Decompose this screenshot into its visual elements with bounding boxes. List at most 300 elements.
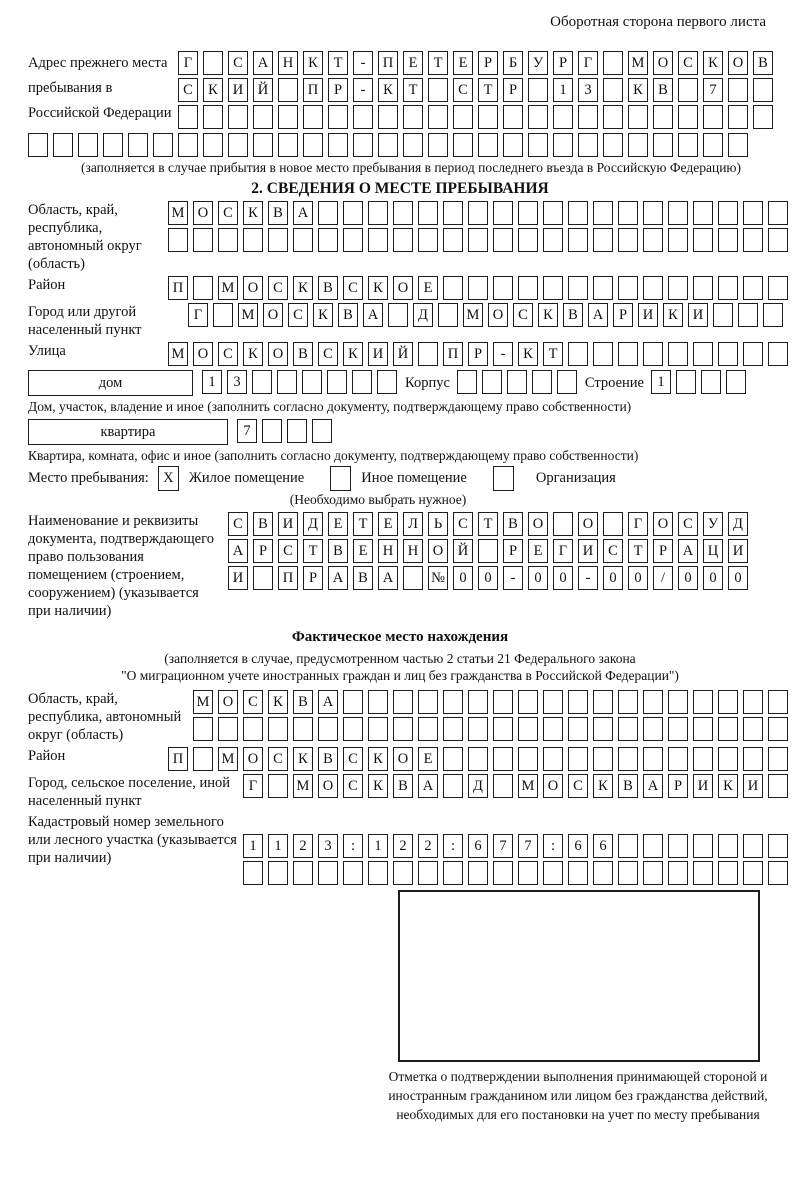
form-cell[interactable]: И [228, 78, 248, 102]
form-cell[interactable]: О [728, 51, 748, 75]
form-cell[interactable]: М [193, 690, 213, 714]
form-cell[interactable] [318, 861, 338, 885]
form-cell[interactable]: И [228, 566, 248, 590]
form-cell[interactable] [768, 861, 788, 885]
form-cell[interactable] [678, 133, 698, 157]
form-cell[interactable] [768, 747, 788, 771]
form-cell[interactable] [178, 133, 198, 157]
form-cell[interactable] [553, 133, 573, 157]
form-cell[interactable] [618, 201, 638, 225]
form-cell[interactable]: В [393, 774, 413, 798]
form-cell[interactable]: А [253, 51, 273, 75]
form-cell[interactable]: И [728, 539, 748, 563]
form-cell[interactable]: Г [553, 539, 573, 563]
form-cell[interactable] [213, 303, 233, 327]
form-cell[interactable] [253, 566, 273, 590]
form-cell[interactable] [443, 861, 463, 885]
form-cell[interactable] [253, 133, 273, 157]
form-cell[interactable] [468, 276, 488, 300]
form-cell[interactable] [277, 370, 297, 394]
form-cell[interactable] [703, 105, 723, 129]
form-cell[interactable] [543, 201, 563, 225]
form-cell[interactable] [593, 228, 613, 252]
form-cell[interactable]: Р [303, 566, 323, 590]
form-cell[interactable]: 0 [553, 566, 573, 590]
form-cell[interactable]: В [338, 303, 358, 327]
form-cell[interactable] [368, 861, 388, 885]
form-cell[interactable] [728, 78, 748, 102]
form-cell[interactable] [368, 717, 388, 741]
form-cell[interactable]: Т [353, 512, 373, 536]
form-cell[interactable]: 3 [578, 78, 598, 102]
form-cell[interactable] [643, 747, 663, 771]
form-cell[interactable]: Е [418, 747, 438, 771]
form-cell[interactable] [403, 566, 423, 590]
form-cell[interactable] [668, 717, 688, 741]
form-cell[interactable]: С [568, 774, 588, 798]
form-cell[interactable] [318, 717, 338, 741]
form-cell[interactable] [668, 228, 688, 252]
form-cell[interactable] [418, 690, 438, 714]
form-cell[interactable] [493, 276, 513, 300]
form-cell[interactable] [768, 342, 788, 366]
form-cell[interactable]: Е [328, 512, 348, 536]
checkbox-residential[interactable]: X [158, 466, 179, 491]
form-cell[interactable] [593, 276, 613, 300]
form-cell[interactable]: Т [403, 78, 423, 102]
form-cell[interactable]: А [588, 303, 608, 327]
form-cell[interactable] [343, 690, 363, 714]
form-cell[interactable] [493, 861, 513, 885]
form-cell[interactable]: И [688, 303, 708, 327]
form-cell[interactable] [377, 370, 397, 394]
checkbox-other-premises[interactable] [330, 466, 351, 491]
form-cell[interactable] [438, 303, 458, 327]
form-cell[interactable]: 0 [603, 566, 623, 590]
form-cell[interactable] [443, 747, 463, 771]
form-cell[interactable]: Ц [703, 539, 723, 563]
form-cell[interactable] [693, 228, 713, 252]
form-cell[interactable] [28, 133, 48, 157]
form-cell[interactable]: 3 [227, 370, 247, 394]
form-cell[interactable] [668, 276, 688, 300]
form-cell[interactable] [193, 276, 213, 300]
form-cell[interactable] [293, 228, 313, 252]
form-cell[interactable]: 2 [418, 834, 438, 858]
form-cell[interactable] [168, 228, 188, 252]
form-cell[interactable]: Н [403, 539, 423, 563]
form-cell[interactable]: Н [278, 51, 298, 75]
form-cell[interactable] [443, 774, 463, 798]
form-cell[interactable]: М [168, 201, 188, 225]
form-cell[interactable] [618, 228, 638, 252]
form-cell[interactable]: О [193, 342, 213, 366]
form-cell[interactable] [243, 717, 263, 741]
form-cell[interactable]: А [328, 566, 348, 590]
form-cell[interactable] [493, 690, 513, 714]
form-cell[interactable]: 7 [237, 419, 257, 443]
form-cell[interactable]: Т [303, 539, 323, 563]
form-cell[interactable]: А [678, 539, 698, 563]
form-cell[interactable] [478, 105, 498, 129]
form-cell[interactable] [603, 51, 623, 75]
form-cell[interactable] [618, 717, 638, 741]
form-cell[interactable]: К [518, 342, 538, 366]
form-cell[interactable] [543, 717, 563, 741]
form-cell[interactable]: 1 [268, 834, 288, 858]
form-cell[interactable]: М [463, 303, 483, 327]
form-cell[interactable] [482, 370, 502, 394]
form-cell[interactable] [503, 133, 523, 157]
form-cell[interactable]: К [313, 303, 333, 327]
form-cell[interactable] [343, 228, 363, 252]
form-cell[interactable]: О [318, 774, 338, 798]
form-cell[interactable] [328, 133, 348, 157]
form-cell[interactable] [593, 861, 613, 885]
form-cell[interactable]: С [343, 747, 363, 771]
form-cell[interactable] [268, 774, 288, 798]
form-cell[interactable] [312, 419, 332, 443]
form-cell[interactable] [453, 133, 473, 157]
form-cell[interactable]: П [443, 342, 463, 366]
form-cell[interactable]: 6 [468, 834, 488, 858]
form-cell[interactable] [701, 370, 721, 394]
form-cell[interactable] [693, 690, 713, 714]
form-cell[interactable] [593, 201, 613, 225]
form-cell[interactable] [393, 690, 413, 714]
form-cell[interactable]: В [753, 51, 773, 75]
form-cell[interactable] [743, 276, 763, 300]
form-cell[interactable]: О [653, 512, 673, 536]
form-cell[interactable]: К [268, 690, 288, 714]
form-cell[interactable] [518, 228, 538, 252]
form-cell[interactable]: 2 [393, 834, 413, 858]
form-cell[interactable]: О [543, 774, 563, 798]
form-cell[interactable]: Г [628, 512, 648, 536]
form-cell[interactable] [593, 717, 613, 741]
form-cell[interactable] [443, 201, 463, 225]
form-cell[interactable]: Й [453, 539, 473, 563]
form-cell[interactable] [768, 834, 788, 858]
form-cell[interactable]: М [238, 303, 258, 327]
form-cell[interactable]: О [243, 747, 263, 771]
form-cell[interactable]: - [503, 566, 523, 590]
form-cell[interactable]: 2 [293, 834, 313, 858]
form-cell[interactable] [418, 342, 438, 366]
form-cell[interactable] [428, 78, 448, 102]
form-cell[interactable] [593, 690, 613, 714]
form-cell[interactable] [532, 370, 552, 394]
form-cell[interactable] [768, 201, 788, 225]
form-cell[interactable] [287, 419, 307, 443]
form-cell[interactable] [568, 690, 588, 714]
form-cell[interactable]: 7 [518, 834, 538, 858]
form-cell[interactable] [218, 228, 238, 252]
form-cell[interactable] [593, 747, 613, 771]
form-cell[interactable] [728, 133, 748, 157]
form-cell[interactable] [493, 747, 513, 771]
form-cell[interactable] [713, 303, 733, 327]
form-cell[interactable] [643, 201, 663, 225]
form-cell[interactable]: О [428, 539, 448, 563]
form-cell[interactable] [718, 747, 738, 771]
form-cell[interactable]: Т [628, 539, 648, 563]
form-cell[interactable] [393, 228, 413, 252]
form-cell[interactable]: Л [403, 512, 423, 536]
form-cell[interactable]: К [303, 51, 323, 75]
form-cell[interactable]: 0 [728, 566, 748, 590]
form-cell[interactable]: В [618, 774, 638, 798]
form-cell[interactable] [768, 774, 788, 798]
form-cell[interactable]: - [493, 342, 513, 366]
form-cell[interactable]: : [443, 834, 463, 858]
form-cell[interactable] [557, 370, 577, 394]
form-cell[interactable] [303, 133, 323, 157]
form-cell[interactable] [553, 512, 573, 536]
form-cell[interactable] [718, 228, 738, 252]
checkbox-organization[interactable] [493, 466, 514, 491]
form-cell[interactable]: М [218, 747, 238, 771]
form-cell[interactable]: Д [468, 774, 488, 798]
form-cell[interactable]: 1 [553, 78, 573, 102]
form-cell[interactable] [668, 861, 688, 885]
form-cell[interactable]: Т [428, 51, 448, 75]
form-cell[interactable]: С [218, 201, 238, 225]
form-cell[interactable] [693, 342, 713, 366]
form-cell[interactable] [743, 201, 763, 225]
form-cell[interactable]: Й [393, 342, 413, 366]
form-cell[interactable]: С [603, 539, 623, 563]
form-cell[interactable]: О [393, 747, 413, 771]
form-cell[interactable] [653, 105, 673, 129]
form-cell[interactable] [418, 717, 438, 741]
form-cell[interactable]: С [453, 512, 473, 536]
form-cell[interactable] [568, 747, 588, 771]
form-cell[interactable]: О [218, 690, 238, 714]
form-cell[interactable]: / [653, 566, 673, 590]
form-cell[interactable]: Е [418, 276, 438, 300]
form-cell[interactable] [262, 419, 282, 443]
form-cell[interactable] [578, 105, 598, 129]
form-cell[interactable] [393, 201, 413, 225]
form-cell[interactable] [568, 276, 588, 300]
form-cell[interactable] [603, 512, 623, 536]
form-cell[interactable] [528, 133, 548, 157]
form-cell[interactable]: А [378, 566, 398, 590]
form-cell[interactable]: 0 [628, 566, 648, 590]
form-cell[interactable]: В [563, 303, 583, 327]
form-cell[interactable]: М [628, 51, 648, 75]
form-cell[interactable]: П [378, 51, 398, 75]
form-cell[interactable]: В [653, 78, 673, 102]
form-cell[interactable] [693, 276, 713, 300]
form-cell[interactable]: М [518, 774, 538, 798]
form-cell[interactable] [643, 342, 663, 366]
form-cell[interactable]: 1 [243, 834, 263, 858]
form-cell[interactable] [676, 370, 696, 394]
form-cell[interactable]: В [293, 342, 313, 366]
form-cell[interactable] [53, 133, 73, 157]
form-cell[interactable] [743, 747, 763, 771]
form-cell[interactable]: Р [613, 303, 633, 327]
form-cell[interactable] [193, 228, 213, 252]
form-cell[interactable] [643, 228, 663, 252]
form-cell[interactable]: Е [403, 51, 423, 75]
form-cell[interactable]: А [418, 774, 438, 798]
form-cell[interactable] [388, 303, 408, 327]
form-cell[interactable]: К [663, 303, 683, 327]
form-cell[interactable]: В [253, 512, 273, 536]
form-cell[interactable] [303, 105, 323, 129]
form-cell[interactable] [668, 834, 688, 858]
form-cell[interactable]: Р [253, 539, 273, 563]
form-cell[interactable] [603, 105, 623, 129]
form-cell[interactable] [543, 747, 563, 771]
form-cell[interactable] [457, 370, 477, 394]
form-cell[interactable] [543, 228, 563, 252]
form-cell[interactable] [693, 201, 713, 225]
form-cell[interactable] [428, 105, 448, 129]
form-cell[interactable]: С [268, 747, 288, 771]
form-cell[interactable] [128, 133, 148, 157]
form-cell[interactable] [768, 228, 788, 252]
form-cell[interactable]: В [268, 201, 288, 225]
form-cell[interactable] [343, 861, 363, 885]
form-cell[interactable] [738, 303, 758, 327]
form-cell[interactable] [718, 201, 738, 225]
form-cell[interactable] [403, 105, 423, 129]
form-cell[interactable]: Е [378, 512, 398, 536]
form-cell[interactable] [578, 133, 598, 157]
form-cell[interactable]: С [678, 51, 698, 75]
form-cell[interactable] [493, 228, 513, 252]
form-cell[interactable] [628, 133, 648, 157]
form-cell[interactable] [743, 228, 763, 252]
form-cell[interactable]: 7 [703, 78, 723, 102]
form-cell[interactable] [302, 370, 322, 394]
form-cell[interactable] [293, 861, 313, 885]
form-cell[interactable] [328, 105, 348, 129]
form-cell[interactable] [568, 717, 588, 741]
form-cell[interactable]: Д [303, 512, 323, 536]
form-cell[interactable] [518, 201, 538, 225]
form-cell[interactable] [443, 717, 463, 741]
form-cell[interactable] [468, 690, 488, 714]
form-cell[interactable]: С [278, 539, 298, 563]
form-cell[interactable] [468, 861, 488, 885]
form-cell[interactable]: С [218, 342, 238, 366]
form-cell[interactable] [418, 228, 438, 252]
form-cell[interactable] [518, 747, 538, 771]
form-cell[interactable] [478, 539, 498, 563]
form-cell[interactable]: О [653, 51, 673, 75]
form-cell[interactable]: П [168, 276, 188, 300]
form-cell[interactable] [278, 78, 298, 102]
form-cell[interactable] [178, 105, 198, 129]
form-cell[interactable]: 0 [703, 566, 723, 590]
form-cell[interactable] [327, 370, 347, 394]
form-cell[interactable] [468, 201, 488, 225]
form-cell[interactable] [668, 201, 688, 225]
form-cell[interactable]: С [228, 512, 248, 536]
form-cell[interactable]: Р [503, 78, 523, 102]
form-cell[interactable]: С [343, 774, 363, 798]
form-cell[interactable]: Д [728, 512, 748, 536]
form-cell[interactable] [418, 201, 438, 225]
form-cell[interactable] [618, 690, 638, 714]
form-cell[interactable] [718, 276, 738, 300]
form-cell[interactable]: 7 [493, 834, 513, 858]
form-cell[interactable] [763, 303, 783, 327]
form-cell[interactable] [352, 370, 372, 394]
form-cell[interactable] [718, 717, 738, 741]
form-cell[interactable]: И [638, 303, 658, 327]
form-cell[interactable] [668, 342, 688, 366]
form-cell[interactable] [726, 370, 746, 394]
form-cell[interactable] [253, 105, 273, 129]
form-cell[interactable]: О [243, 276, 263, 300]
form-cell[interactable] [443, 276, 463, 300]
form-cell[interactable]: - [353, 51, 373, 75]
form-cell[interactable] [628, 105, 648, 129]
form-cell[interactable] [653, 133, 673, 157]
form-cell[interactable] [453, 105, 473, 129]
form-cell[interactable]: П [303, 78, 323, 102]
form-cell[interactable]: П [278, 566, 298, 590]
form-cell[interactable]: К [378, 78, 398, 102]
form-cell[interactable]: № [428, 566, 448, 590]
form-cell[interactable] [103, 133, 123, 157]
form-cell[interactable] [268, 228, 288, 252]
form-cell[interactable] [228, 105, 248, 129]
form-cell[interactable]: : [543, 834, 563, 858]
form-cell[interactable] [768, 276, 788, 300]
form-cell[interactable]: М [168, 342, 188, 366]
form-cell[interactable] [753, 105, 773, 129]
form-cell[interactable]: Р [553, 51, 573, 75]
form-cell[interactable] [643, 276, 663, 300]
form-cell[interactable] [668, 747, 688, 771]
form-cell[interactable] [643, 717, 663, 741]
form-cell[interactable] [618, 342, 638, 366]
form-cell[interactable]: К [703, 51, 723, 75]
form-cell[interactable]: С [318, 342, 338, 366]
form-cell[interactable] [543, 861, 563, 885]
form-cell[interactable]: К [368, 276, 388, 300]
form-cell[interactable]: К [368, 774, 388, 798]
form-cell[interactable] [518, 717, 538, 741]
form-cell[interactable]: С [243, 690, 263, 714]
form-cell[interactable]: А [363, 303, 383, 327]
form-cell[interactable]: М [293, 774, 313, 798]
form-cell[interactable] [403, 133, 423, 157]
form-cell[interactable]: Р [478, 51, 498, 75]
form-cell[interactable] [518, 276, 538, 300]
form-cell[interactable] [743, 717, 763, 741]
form-cell[interactable]: В [293, 690, 313, 714]
form-cell[interactable]: К [243, 201, 263, 225]
form-cell[interactable] [743, 690, 763, 714]
form-cell[interactable]: К [368, 747, 388, 771]
form-cell[interactable] [203, 51, 223, 75]
form-cell[interactable] [243, 228, 263, 252]
form-cell[interactable]: 0 [453, 566, 473, 590]
form-cell[interactable] [153, 133, 173, 157]
form-cell[interactable] [353, 133, 373, 157]
form-cell[interactable] [243, 861, 263, 885]
form-cell[interactable] [493, 201, 513, 225]
form-cell[interactable] [443, 228, 463, 252]
